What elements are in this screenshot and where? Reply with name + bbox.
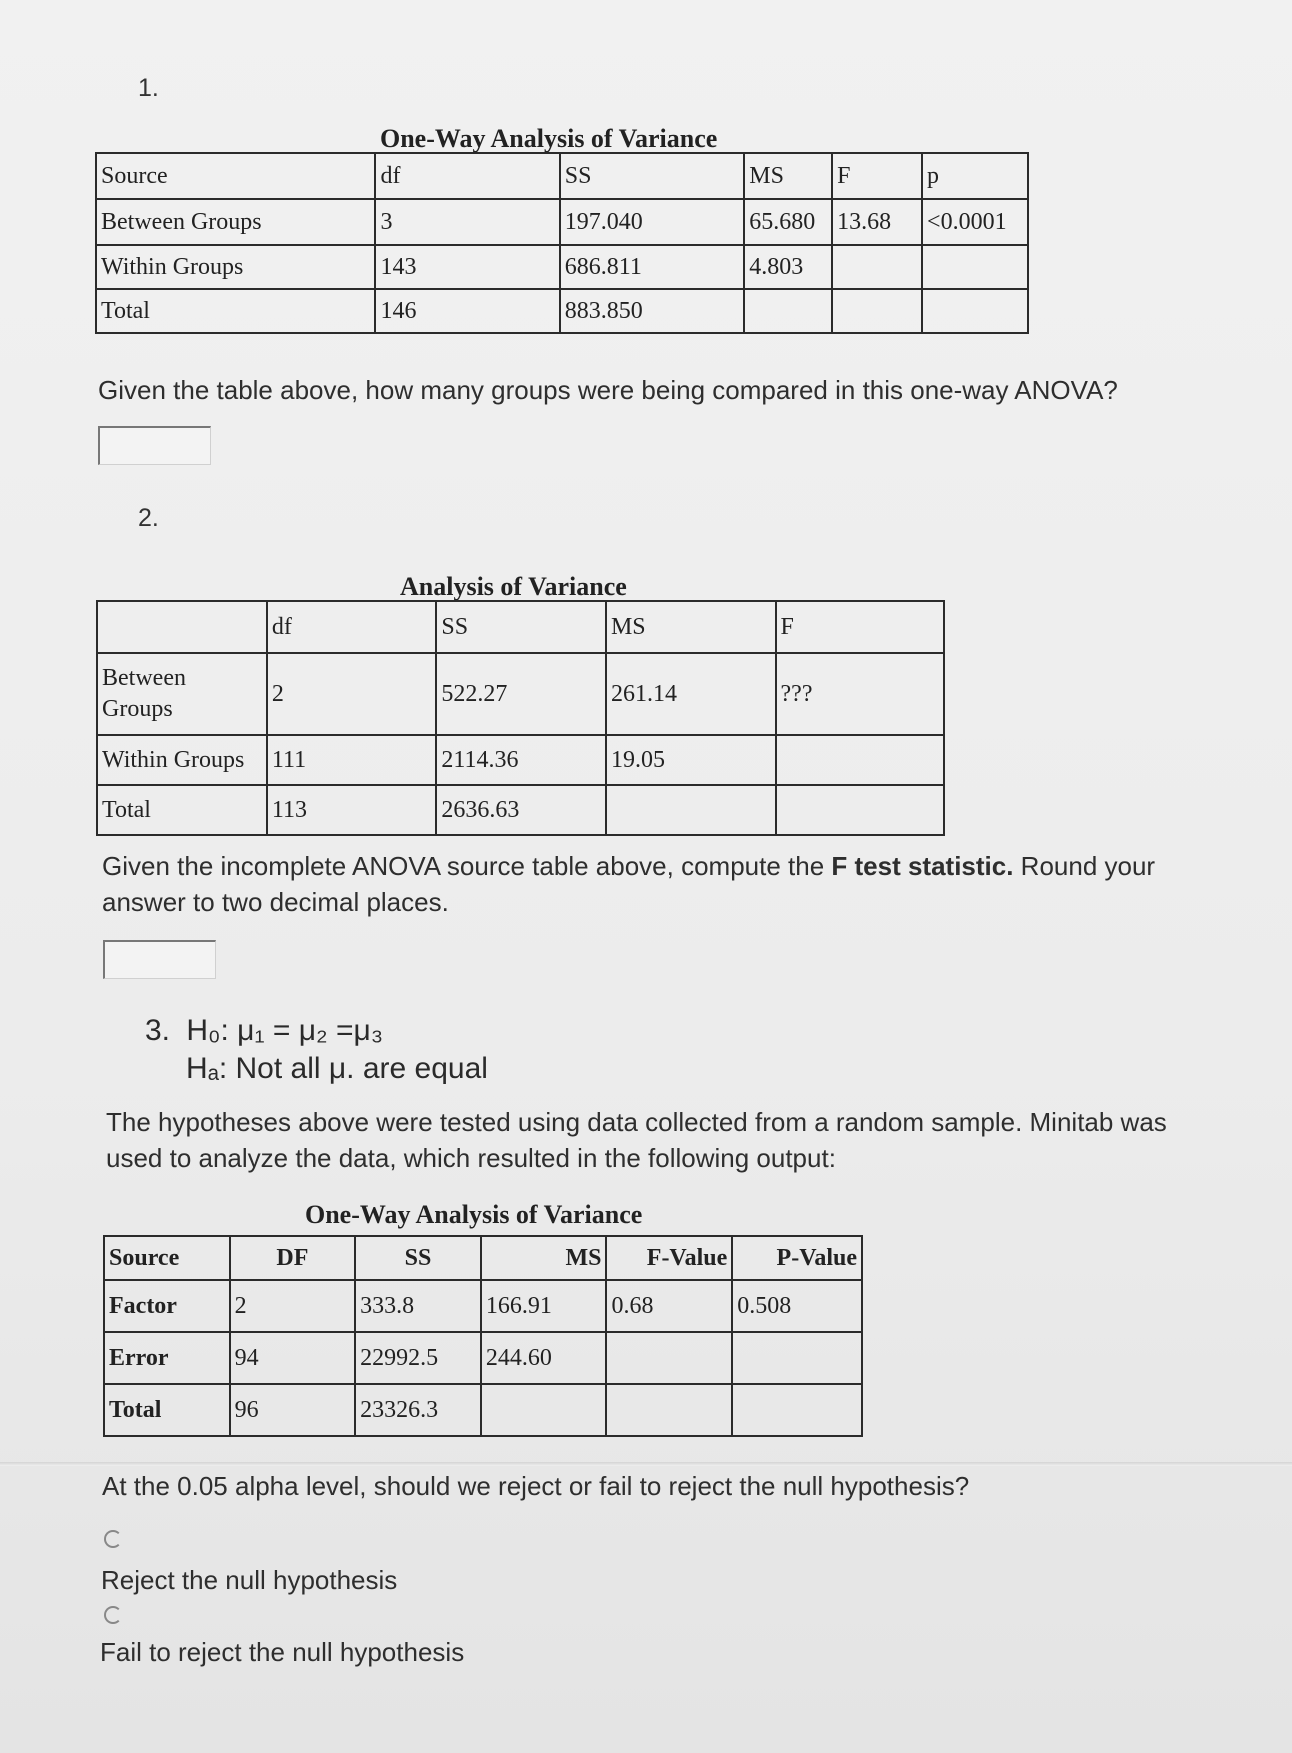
q2-cell: 113 [267,785,436,835]
q2-cell: ??? [776,653,944,735]
q3-cell: 94 [230,1332,355,1384]
q3-cell: 0.68 [606,1280,732,1332]
q2-cell: 2 [267,653,436,735]
q1-cell: 65.680 [744,199,832,245]
q3-alt-hypothesis: Hₐ: Not all μ. are equal [186,1052,488,1085]
q3-prompt: At the 0.05 alpha level, should we reject or fail to reject the null hypothesis? [102,1471,970,1501]
q1-cell: 143 [375,245,559,289]
q1-cell: MS [744,153,832,199]
q1-cell: F [832,153,922,199]
q1-table-row [96,245,1028,289]
q1-cell: 686.811 [560,245,745,289]
q2-cell: 111 [267,735,436,785]
q3-cell: 333.8 [355,1280,481,1332]
question-3-number: 3. [145,1014,171,1047]
q2-cell [776,785,944,835]
q3-cell: Factor [104,1280,230,1332]
fail-to-reject-option-label[interactable]: Fail to reject the null hypothesis [100,1637,465,1667]
q2-prompt [102,848,1162,920]
q2-cell: 2636.63 [436,785,606,835]
q2-answer-input[interactable] [103,940,216,979]
q3-cell: Error [104,1332,230,1384]
q1-cell: 3 [375,199,559,245]
q1-cell [922,289,1028,333]
q3-anova-table [103,1235,863,1437]
q2-table-row [97,735,944,785]
q3-table-row [104,1332,862,1384]
q1-answer-input[interactable] [98,426,211,465]
q3-null-hypothesis: H₀: μ₁ = μ₂ =μ₃ [186,1014,384,1047]
q1-table-title: One-Way Analysis of Variance [380,124,718,153]
q2-cell: F [776,601,944,653]
q2-header-row [97,601,944,653]
q1-cell: Within Groups [96,245,375,289]
q3-cell: MS [481,1236,607,1280]
q3-cell: DF [230,1236,355,1280]
q1-cell: 146 [375,289,559,333]
q1-cell: df [375,153,559,199]
q3-cell: F-Value [606,1236,732,1280]
q3-cell: P-Value [732,1236,862,1280]
q3-cell [606,1332,732,1384]
q3-header-row [104,1236,862,1280]
q2-prompt-text: Given the incomplete ANOVA source table above, compute the [102,851,832,881]
q2-cell: Within Groups [97,735,267,785]
q1-cell: p [922,153,1028,199]
q1-cell: 197.040 [560,199,745,245]
q1-cell [922,245,1028,289]
q2-prompt-bold: F test statistic. [831,851,1014,881]
q1-cell: Total [96,289,375,333]
q3-table-title: One-Way Analysis of Variance [305,1200,643,1229]
q1-cell [832,245,922,289]
q1-cell: <0.0001 [922,199,1028,245]
q2-table-title: Analysis of Variance [400,572,627,601]
q2-table-row [97,785,944,835]
q2-prompt-text-end: Round your answer to two decimal places. [102,851,1156,917]
q1-cell: 13.68 [832,199,922,245]
q1-cell: 4.803 [744,245,832,289]
question-1-number: 1. [138,74,159,102]
q2-cell [97,601,267,653]
q1-cell: Between Groups [96,199,375,245]
q2-cell: 2114.36 [436,735,606,785]
q3-cell: 96 [230,1384,355,1436]
q2-cell: Total [97,785,267,835]
reject-option-label[interactable]: Reject the null hypothesis [101,1565,398,1595]
q3-cell [606,1384,732,1436]
q1-cell: 883.850 [560,289,745,333]
q2-cell: 522.27 [436,653,606,735]
q2-anova-table [96,600,945,836]
fail-to-reject-radio[interactable] [104,1606,122,1624]
q2-cell: MS [606,601,776,653]
q2-table-row [97,653,944,735]
q3-cell: SS [355,1236,481,1280]
q3-cell: 23326.3 [355,1384,481,1436]
q2-cell: df [267,601,436,653]
q1-header-row [96,153,1028,199]
q2-cell [776,735,944,785]
q3-table-row [104,1280,862,1332]
q2-cell: SS [436,601,606,653]
q3-cell [732,1384,862,1436]
q1-prompt: Given the table above, how many groups were being compared in this one-way ANOVA? [98,375,1118,405]
q1-cell [744,289,832,333]
paper-fold-line [0,1462,1292,1466]
q2-cell: Between Groups [97,653,267,735]
question-2-number: 2. [138,504,159,532]
q3-cell: Source [104,1236,230,1280]
q3-intro: The hypotheses above were tested using data collected from a random sample. Minitab was used to analyze the data, which resulted in the following output: [106,1107,1167,1173]
q3-cell: 244.60 [481,1332,607,1384]
q1-cell: SS [560,153,745,199]
q3-hypotheses [145,1014,383,1048]
q3-cell: Total [104,1384,230,1436]
q3-cell: 22992.5 [355,1332,481,1384]
q3-cell: 0.508 [732,1280,862,1332]
q3-cell [481,1384,607,1436]
q2-cell: 261.14 [606,653,776,735]
q2-cell: 19.05 [606,735,776,785]
q1-cell [832,289,922,333]
q3-cell [732,1332,862,1384]
q1-anova-table [95,152,1029,334]
q3-cell: 2 [230,1280,355,1332]
reject-radio[interactable] [104,1530,122,1548]
q3-table-row [104,1384,862,1436]
q1-cell: Source [96,153,375,199]
q2-cell [606,785,776,835]
q1-table-row [96,199,1028,245]
q3-cell: 166.91 [481,1280,607,1332]
q1-table-row [96,289,1028,333]
